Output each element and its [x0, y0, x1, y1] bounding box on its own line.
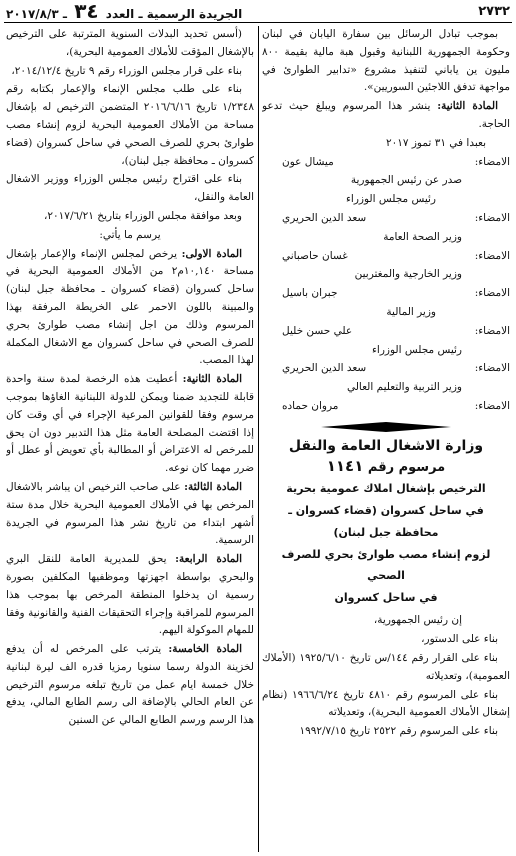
article-text: على صاحب الترخيص ان يباشر بالاشغال المرخص بها في الأملاك العمومية البحرية خلال مدة ستة أشهر ابتداء من تاريخ نشر هذا المرسوم في الجريدة الرسمية.: [6, 480, 254, 547]
decree-subject-line: لزوم إنشاء مصب طوارئ بحري للصرف الصحي: [281, 548, 491, 583]
article-2: [262, 98, 510, 134]
article-text: يحق للمديرية العامة للنقل البري والبحري بواسطة اجهزتها وموظفيها المكلفين بصورة رسمية ان يدخلوا المنطقة المرخص بها بموجب هذا المرسوم للمراقبة وإجراء التحقيقات الفنية والقانونية وفقا للمهام الموكولة اليهم.: [6, 553, 254, 637]
decree-subject-line: في ساحل كسروان (قضاء كسروان ـ: [288, 504, 484, 518]
divider-ornament-icon: [321, 422, 451, 432]
paragraph: بناء على طلب مجلس الإنماء والإعمار بكتابه رقم ١/٢٣٤٨ تاريخ ٢٠١٦/٦/١٦ المتضمن الترخيص له بإشغال مساحة من الأملاك العمومية البحرية لزوم إنشاء مصب طوارئ بحري للصرف الصحي في ساحل كسروان (قضاء كسروان ـ محافظة جبل لبنان)،: [6, 83, 254, 167]
legal-basis: بناء على المرسوم رقم ٤٨١٠ تاريخ ١٩٦٦/٦/٢٤ (نظام إشغال الأملاك العمومية البحرية)، وتعديلاته: [262, 688, 510, 719]
decree-number: ١١٤١: [326, 456, 364, 475]
article-label: المادة الخامسة:: [168, 643, 243, 656]
article-label: المادة الثالثة:: [184, 480, 242, 493]
paragraph: بناء على اقتراح رئيس مجلس الوزراء ووزير الاشغال العامة والنقل،: [6, 173, 254, 204]
decree-label: مرسوم رقم: [367, 459, 446, 475]
left-column: [6, 26, 254, 852]
signature-name: سعد الدين الحريري: [282, 211, 367, 224]
article-label: المادة الرابعة:: [175, 553, 242, 566]
signature-line: [262, 323, 510, 341]
signature-label: الامضاء:: [474, 249, 510, 262]
article-2: [6, 371, 254, 478]
article-text: أعطيت هذه الرخصة لمدة سنة واحدة قابلة للتجديد ضمنا ويمكن للدولة اللبنانية الغاؤها بموجب مرسوم وفقا للقوانين المرعية الإجراء في أي وقت كان إذا اقتضت المصلحة العامة مثل هذا التدبير دون ان يحق للمرخص له الاعتراض أو المطالبة بأي تعويض أو عطل أو ضرر مهما كان نوعه.: [6, 373, 254, 475]
right-column: [262, 26, 510, 852]
signature-name: علي حسن خليل: [282, 324, 353, 337]
legal-basis: بناء على القرار رقم ١٤٤/س تاريخ ١٩٢٥/٦/١٠ (الأملاك العمومية)، وتعديلاته: [262, 651, 510, 682]
paragraph: (أسس تحديد البدلات السنوية المترتبة على الترخيص بالإشغال المؤقت للأملاك العمومية البحرية)،: [6, 28, 254, 58]
signature-name: سعد الدين الحريري: [282, 362, 367, 375]
official-title: رئيس مجلس الوزراء: [345, 193, 436, 206]
signature-label: الامضاء:: [474, 399, 510, 412]
article-3: [6, 479, 254, 550]
enactment-line: يرسم ما يأتي:: [99, 228, 161, 241]
official-title: وزير التربية والتعليم العالي: [346, 381, 462, 394]
paragraph: وبعد موافقة مجلس الوزراء بتاريخ ٢٠١٧/٦/٢١،: [44, 209, 242, 222]
preamble-line: إن رئيس الجمهورية،: [373, 614, 462, 627]
decree-subject-line: محافظة جبل لبنان): [333, 526, 439, 540]
article-text: يترتب على المرخص له أن يدفع لخزينة الدولة رسما سنويا رمزيا قدره الف ليرة لبنانية خلال خمسة ايام عمل من تاريخ تبلغه مرسوم الترخيص عن العام الحالي بالإضافة الى رسم الطابع المالي، يدفع هذا الرسم ورسم الطابع المالي عن السنين: [6, 643, 254, 727]
signature-label: الامضاء:: [474, 155, 510, 168]
ministry-title: وزارة الاشغال العامة والنقل: [288, 437, 484, 454]
issued-by: صدر عن رئيس الجمهورية: [350, 174, 462, 187]
article-label: المادة الاولى:: [181, 247, 242, 260]
issue-number: ٣٤: [74, 0, 99, 23]
signature-line: [262, 360, 510, 378]
official-title: رئيس مجلس الوزراء: [371, 343, 462, 356]
date-line: بعبدا في ٣١ تموز ٢٠١٧: [385, 136, 486, 149]
article-1: [6, 246, 254, 371]
decree-subject-line: الترخيص بإشغال املاك عمومية بحرية: [286, 482, 486, 496]
preamble-line: بناء على الدستور،: [421, 633, 498, 646]
paragraph: بموجب تبادل الرسائل بين سفارة اليابان في لبنان وحكومة الجمهورية اللبنانية وقبول هبة مالية بقيمة ٨٠٠ مليون ين ياباني لتنفيذ مشروع «تدابير الطوارئ في مواجهة تدفق اللاجئين السوريين».: [262, 28, 510, 94]
official-title: وزير الخارجية والمغتربين: [354, 268, 462, 281]
article-4: [6, 551, 254, 640]
article-text: يرخص لمجلس الإنماء والإعمار بإشغال مساحة ١٠,١٤٠م٢ من الأملاك العمومية البحرية في ساحل كسروان (قضاء كسروان ـ محافظة جبل لبنان) والمبينة باللون الاحمر على الخريطة المرفقة بهذا المرسوم وذلك من اجل إنشاء مصب طوارئ بحري للصرف الصحي في ساحل كسروان مع الاشغال المكملة لهذا المصب.: [6, 247, 254, 367]
legal-basis: بناء على المرسوم رقم ٢٥٢٢ تاريخ ١٩٩٢/٧/١٥: [299, 725, 498, 738]
signature-name: مروان حماده: [282, 399, 339, 412]
signature-label: الامضاء:: [474, 211, 510, 224]
decree-heading: [262, 458, 510, 477]
issue-title: [6, 0, 242, 23]
decree-subject-line: في ساحل كسروان: [334, 591, 438, 605]
page-number: ٢٧٣٢: [478, 3, 510, 19]
signature-line: [262, 248, 510, 266]
header-rule: [4, 22, 512, 23]
signature-label: الامضاء:: [474, 324, 510, 337]
article-label: المادة الثانية:: [437, 100, 498, 113]
issue-label: الجريدة الرسمية ـ العدد: [105, 7, 243, 21]
signature-name: ميشال عون: [282, 155, 334, 168]
official-title: وزير المالية: [386, 305, 436, 318]
page-header: [0, 0, 516, 22]
signature-line: [262, 285, 510, 303]
section-divider-ornament: [262, 420, 510, 434]
column-divider: [258, 26, 259, 852]
signature-name: جبران باسيل: [282, 287, 338, 300]
article-5: [6, 641, 254, 730]
signature-line: [262, 154, 510, 172]
signature-label: الامضاء:: [474, 287, 510, 300]
article-label: المادة الثانية:: [182, 373, 242, 386]
official-title: وزير الصحة العامة: [383, 230, 462, 243]
signature-name: غسان حاصباني: [282, 249, 348, 262]
signature-line: [262, 210, 510, 228]
signature-label: الامضاء:: [474, 362, 510, 375]
issue-date: ـ ٢٠١٧/٨/٣: [6, 7, 67, 21]
paragraph: بناء على قرار مجلس الوزراء رقم ٩ تاريخ ٢٠١٤/١٢/٤،: [11, 64, 242, 77]
article-text: ينشر هذا المرسوم ويبلغ حيث تدعو الحاجة.: [262, 100, 510, 130]
signature-line: [262, 398, 510, 416]
